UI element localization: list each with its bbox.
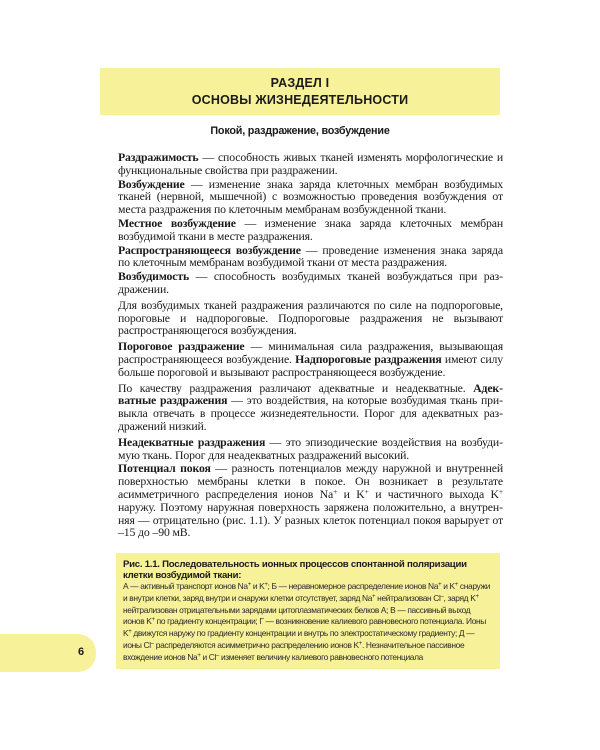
paragraph (118, 299, 503, 337)
caption-text: движутся наружу по градиенту концентрации и внутрь по электростатическому градиенту; Д — ионы Cl (123, 628, 475, 650)
term: Местное возбуждение (118, 215, 236, 230)
paragraph (118, 462, 503, 539)
paragraph (118, 244, 503, 270)
figure-caption (116, 553, 500, 669)
section-title: ОСНОВЫ ЖИЗНЕДЕЯТЕЛЬНОСТИ (191, 92, 409, 107)
superscript: – (216, 652, 219, 659)
superscript: – (150, 640, 154, 647)
definition: — изменение знака заряда клеточных мембран возбудимой ткани в месте раздражения. (118, 215, 503, 243)
definition: — разность потенциалов между наружной и внутренней поверхностью мембраны клетки в покое. Он возникает в результате асимметричного распределения ионов Na (118, 461, 503, 501)
superscript: + (454, 582, 458, 588)
definition: — проведение изменения знака заряда по клеточным мембранам возбудимой ткани от места раздражения. (118, 242, 503, 270)
caption-text: и K (250, 581, 265, 591)
definition: — минимальная сила раздражения, вызывающая распространяющееся возбуждение. (118, 339, 503, 366)
term: Надпороговые раздражения (295, 351, 442, 366)
caption-body (123, 581, 492, 664)
caption-text: , заряд K (443, 592, 476, 603)
body-text (118, 151, 503, 539)
caption-text: по градиенту концентрации; Г — возникновение калиевого равновесного потенциала. Ионы K (123, 616, 486, 639)
term: Распространяющееся возбуждение (118, 242, 301, 257)
paragraph (118, 436, 503, 462)
paragraph (118, 151, 503, 177)
paragraph (118, 382, 503, 433)
section-number: РАЗДЕЛ I (270, 75, 330, 90)
superscript: + (247, 582, 251, 588)
caption-text: . Незначительное пассивное вхождение ионов Na (123, 639, 465, 662)
subheading: Покой, раздражение, возбуждение (210, 125, 390, 137)
superscript: + (264, 582, 268, 588)
superscript: + (498, 486, 503, 496)
definition: и K (337, 486, 365, 501)
definition: — способность возбудимых тканей возбуждаться при раздражении. (118, 269, 503, 296)
superscript: + (128, 629, 132, 636)
term: Раздражимость (118, 150, 199, 164)
term: Пороговое раздражение (118, 339, 245, 354)
definition: — это воздействия, на которые возбудимая ткань привыкла отвечать в процессе жизнедеятельности. Порог для адекватных раздражений низкий. (118, 393, 504, 433)
term: Возбуждение (118, 176, 185, 191)
definition: имеют силу больше пороговой и вызывают распространяющееся возбуждение. (118, 351, 503, 379)
caption-title: Рис. 1.1. Последовательность ионных процессов спонтанной поляризации клетки возбудимой ткани: (123, 559, 467, 581)
section-header (100, 68, 500, 115)
term: Неадекватные раздражения (118, 434, 266, 449)
superscript: + (372, 593, 376, 600)
caption-text: изменяет величину калиевого равновесного потенциала (219, 651, 423, 662)
definition: — это эпизодические воздействия на возбудимую ткань. Порог для неадекватных раздражений высокий. (118, 434, 503, 462)
paragraph (118, 340, 503, 378)
definition: — изменение знака заряда клеточных мембран возбудимых тканей (нервной, мышечной) с возможностью проведения возбуждения от места раздражения по клеточным мембранам возбужденной ткани. (118, 176, 503, 217)
superscript: – (440, 593, 444, 600)
superscript: + (358, 640, 362, 647)
paragraph (118, 270, 503, 296)
caption-text: и Cl (200, 651, 216, 662)
term: Адекватные раздражения (118, 380, 503, 408)
superscript: + (333, 486, 338, 496)
paragraph-text: Для возбудимых тканей раздражения различаются по силе на подпороговые, пороговые и надпороговые. Подпороговые раздражения не вызывают распространяющегося возбуждения. (118, 297, 503, 338)
definition: — способность живых тканей изменять морфологические и функциональные свойства при раздражении. (118, 150, 503, 177)
definition: наружу. Поэтому наружная поверхность заряжена положительно, а внутренняя — отрицательно (рис. 1.1). У разных клеток потенциал покоя варырует от –15 до –90 мВ. (118, 499, 503, 540)
superscript: + (364, 486, 369, 496)
caption-text: распределяются асимметрично распределению ионов K (153, 639, 359, 650)
superscript: + (438, 582, 442, 588)
paragraph (118, 217, 503, 243)
superscript: + (151, 617, 155, 624)
superscript: + (197, 652, 201, 659)
definition: и частичного выхода K (368, 486, 499, 501)
caption-text: А — активный транспорт ионов Na (123, 581, 248, 591)
caption-text: нейтрализован отрицательными зарядами цитоплазматических белков A; В — пассивный выход ионов K (123, 604, 471, 627)
caption-text: ; Б — неравномерное распределение ионов Na (267, 581, 439, 591)
caption-text: снаружи и внутри клетки, заряд внутри и снаружи клетки отсутствует, заряд Na (123, 581, 491, 603)
page-number: 6 (78, 646, 85, 658)
term: Возбудимость (118, 269, 190, 284)
caption-text: и K (441, 581, 455, 591)
paragraph (118, 178, 503, 216)
caption-text: нейтрализован Cl (375, 592, 441, 603)
superscript: + (475, 593, 479, 600)
term: Потенциал покоя (118, 461, 211, 476)
paragraph-text: По качеству раздражения различают адекватные и неадекватные. (118, 380, 474, 395)
